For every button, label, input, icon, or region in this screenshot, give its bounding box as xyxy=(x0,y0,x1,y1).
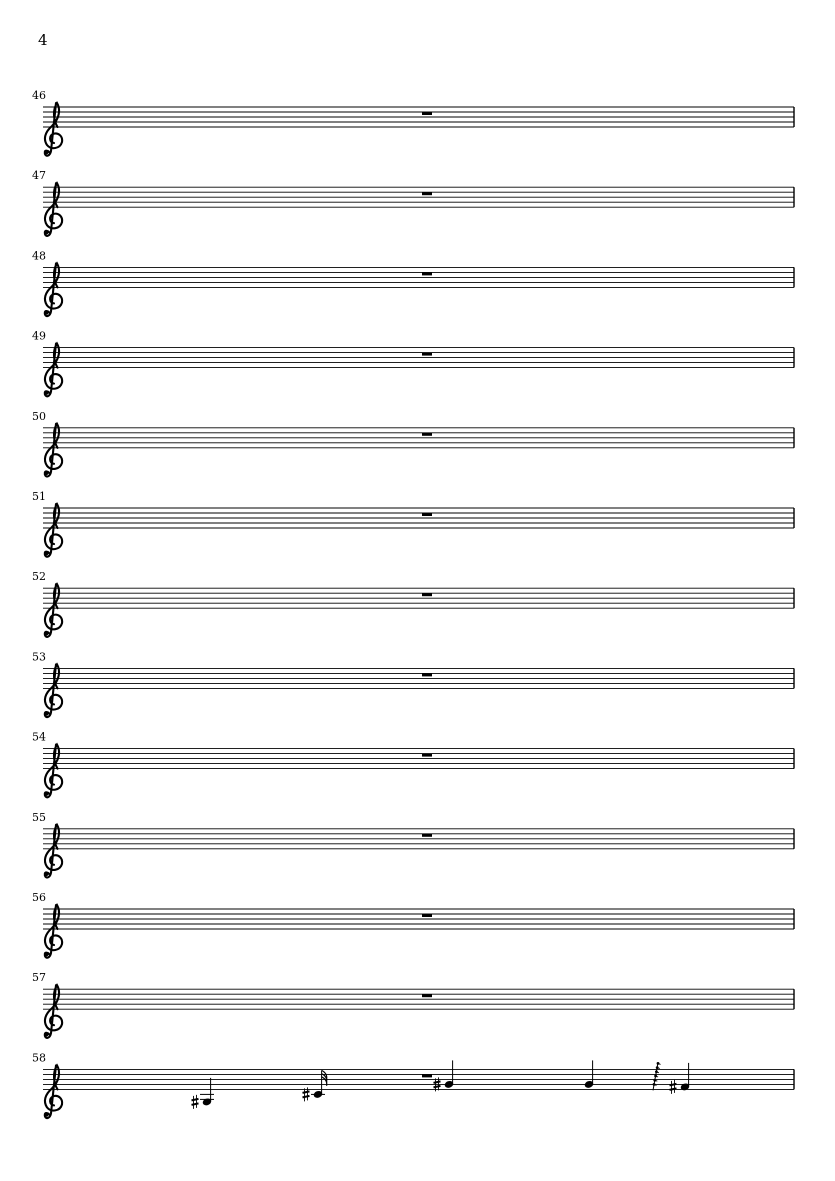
measure-number: 49 xyxy=(32,329,46,343)
treble-clef-stroke xyxy=(45,1065,62,1118)
staff-system xyxy=(32,89,794,156)
whole-rest xyxy=(422,353,432,356)
treble-clef xyxy=(44,584,62,637)
note xyxy=(434,1060,454,1091)
treble-clef xyxy=(44,825,62,878)
measure-number: 51 xyxy=(32,490,46,503)
treble-clef-dot xyxy=(44,952,49,957)
staff-system xyxy=(32,330,794,397)
staff-system xyxy=(32,169,794,236)
rest-128th xyxy=(653,1062,661,1090)
measure-number: 53 xyxy=(32,650,46,664)
treble-clef-stroke xyxy=(45,584,62,637)
treble-clef-dot xyxy=(44,1032,49,1037)
sharp-accidental xyxy=(670,1080,677,1094)
sharp-bar-top xyxy=(303,1091,310,1093)
treble-clef-dot xyxy=(44,631,49,636)
treble-clef-dot xyxy=(44,470,49,475)
measure-number: 58 xyxy=(32,1051,46,1065)
note xyxy=(192,1078,215,1109)
whole-rest xyxy=(422,754,432,757)
measure-number: 54 xyxy=(32,730,46,744)
staff-system xyxy=(32,971,794,1038)
staff-system xyxy=(32,410,794,477)
treble-clef-dot xyxy=(44,230,49,235)
staff-system xyxy=(32,490,794,557)
whole-rest xyxy=(422,513,432,516)
treble-clef xyxy=(44,1065,62,1118)
treble-clef xyxy=(44,344,62,397)
whole-rest xyxy=(422,914,432,917)
whole-rest xyxy=(422,834,432,837)
whole-rest xyxy=(422,433,432,436)
treble-clef-dot xyxy=(44,791,49,796)
sharp-bar-top xyxy=(434,1081,441,1083)
whole-rest xyxy=(422,112,432,115)
treble-clef xyxy=(44,504,62,557)
treble-clef xyxy=(44,103,62,156)
sharp-bar-top xyxy=(192,1099,199,1101)
treble-clef-stroke xyxy=(45,263,62,316)
whole-rest xyxy=(422,994,432,997)
treble-clef-dot xyxy=(44,551,49,556)
sharp-accidental xyxy=(192,1095,199,1109)
staff-system xyxy=(32,570,794,637)
treble-clef-dot xyxy=(44,871,49,876)
staff-system xyxy=(32,650,794,717)
treble-clef-stroke xyxy=(45,504,62,557)
treble-clef xyxy=(44,263,62,316)
staff-system xyxy=(32,249,794,316)
whole-rest xyxy=(422,272,432,275)
treble-clef-stroke xyxy=(45,344,62,397)
whole-rest xyxy=(422,673,432,676)
whole-rest xyxy=(422,593,432,596)
treble-clef-stroke xyxy=(45,745,62,798)
treble-clef-dot xyxy=(44,1112,49,1117)
measure-number: 55 xyxy=(32,810,46,824)
measure-number: 56 xyxy=(32,891,46,904)
treble-clef-dot xyxy=(44,390,49,395)
sharp-bar-bottom xyxy=(303,1096,310,1098)
sharp-bar-bottom xyxy=(434,1086,441,1088)
treble-clef-dot xyxy=(44,310,49,315)
treble-clef-stroke xyxy=(45,103,62,156)
treble-clef xyxy=(44,424,62,477)
treble-clef-dot xyxy=(44,150,49,155)
staff-system xyxy=(32,811,794,878)
treble-clef xyxy=(44,905,62,958)
treble-clef-stroke xyxy=(45,905,62,958)
page-number: 4 xyxy=(38,31,48,49)
treble-clef xyxy=(44,183,62,236)
treble-clef-stroke xyxy=(45,664,62,717)
measure-number: 46 xyxy=(32,89,46,102)
measure-number: 50 xyxy=(32,409,46,423)
measure-number: 47 xyxy=(32,169,46,183)
staff-system xyxy=(32,731,794,798)
treble-clef-dot xyxy=(44,711,49,716)
staff-system xyxy=(32,891,794,958)
treble-clef xyxy=(44,664,62,717)
measure-number: 48 xyxy=(32,249,46,263)
note xyxy=(303,1070,327,1101)
treble-clef xyxy=(44,985,62,1038)
treble-clef-stroke xyxy=(45,424,62,477)
treble-clef-stroke xyxy=(45,825,62,878)
sharp-bar-bottom xyxy=(192,1103,199,1105)
whole-rest xyxy=(422,192,432,195)
measure-number: 57 xyxy=(32,971,46,985)
treble-clef-stroke xyxy=(45,183,62,236)
treble-clef xyxy=(44,745,62,798)
treble-clef-stroke xyxy=(45,985,62,1038)
measure-number: 52 xyxy=(32,570,46,584)
staff-system xyxy=(32,1051,794,1118)
whole-rest xyxy=(422,1074,432,1077)
